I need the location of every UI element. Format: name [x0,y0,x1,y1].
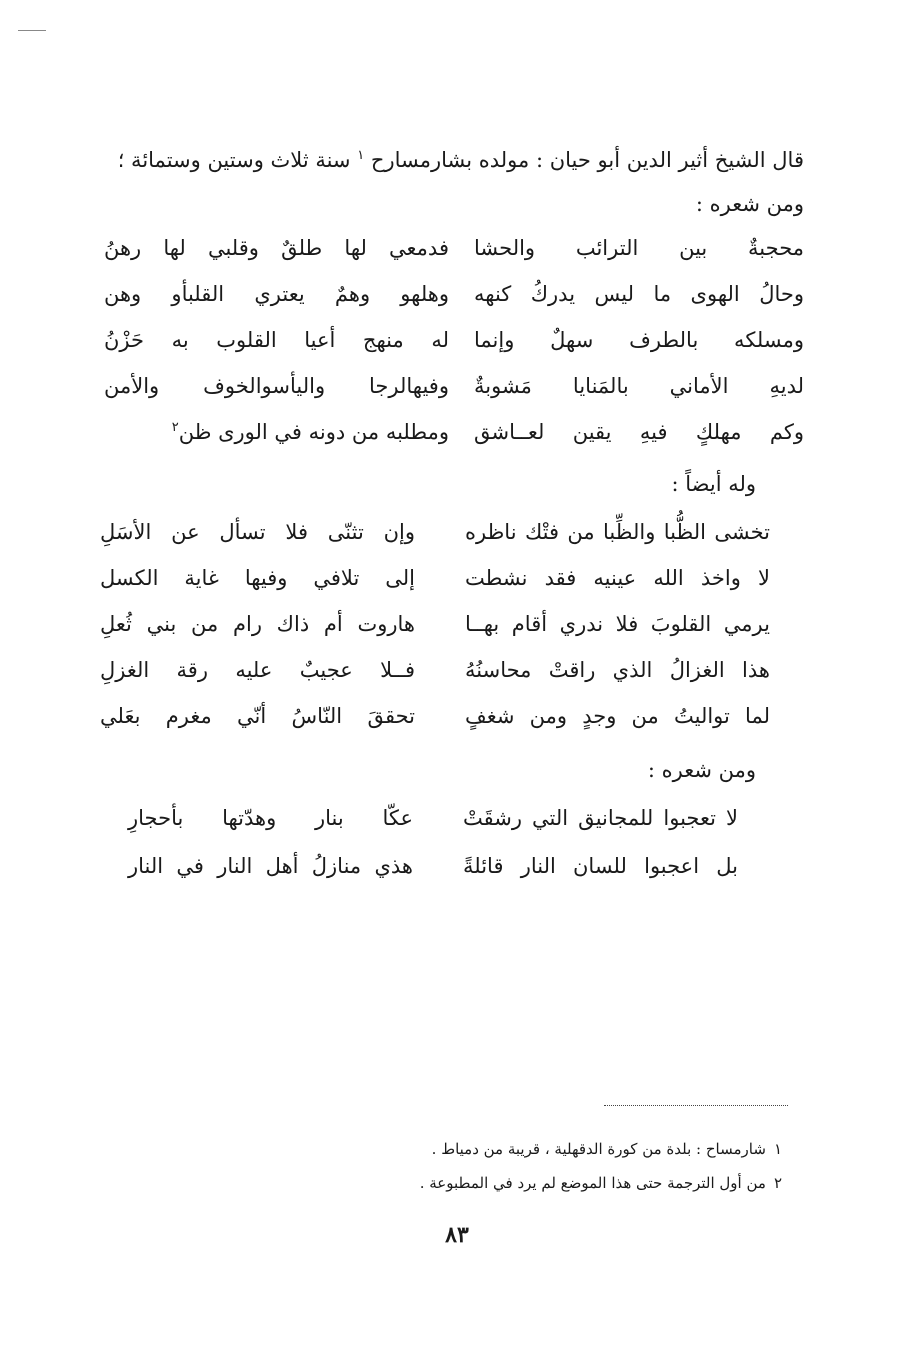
poem-1-verse [104,236,804,282]
poem-1-verse-3-second-hemistich: له منهج أعيا القلوب به حَزْنُ [104,328,449,352]
poem-1-verse-3-first-hemistich: ومسلكه بالطرف سهلٌ وإنما [474,328,804,352]
poem-3-verse-2-first-hemistich: بل اعجبوا للسان النار قائلةً [463,854,738,878]
poem-2-verse-3-second-hemistich: هاروت أم ذاك رام من بني ثُعلِ [100,612,415,636]
footnotes [182,1132,782,1200]
intro-text-a: قال الشيخ أثير الدين أبو حيان : مولده بشارمسارح [370,148,804,172]
poem-2-verse-3-first-hemistich: يرمي القلوبَ فلا ندري أقام بهــا [465,612,770,636]
poem-2-verse-4-first-hemistich: هذا الغزالُ الذي راقتْ محاسنُهُ [465,658,770,682]
poem-1-verse-5-second-hemistich [104,420,449,444]
poem-1-verse-1-first-hemistich: محجبةٌ بين الترائب والحشا [474,236,804,260]
poem-3-verse-1-second-hemistich: عكّا بنار وهدّتها بأحجارِ [128,806,413,830]
poem-2-verse-4-second-hemistich: فــلا عجيبٌ عليه رقة الغزلِ [100,658,415,682]
poem-1-verse [104,282,804,328]
scan-corner-mark [18,30,46,31]
poem-3-verse [128,854,738,902]
poem-2-verse [100,520,770,566]
section-heading-3: ومن شعره : [647,758,756,782]
intro-line-1 [104,138,804,182]
poem-3 [128,806,738,902]
poem-2 [100,520,770,750]
poem-1-verse-2-first-hemistich: وحالُ الهوى ما ليس يدركُ كنهه [474,282,804,306]
footnote-2-number: ٢ [773,1174,782,1192]
poem-1-verse [104,374,804,420]
poem-1-verse-5-second-text: ومطلبه من دونه في الورى ظن [178,420,449,444]
poem-1 [104,236,804,466]
footnote-2 [182,1166,782,1200]
poem-2-verse-1-first-hemistich: تخشى الظُّبا والظِّبا من فتْك ناظره [465,520,770,544]
intro-text-b: سنة ثلاث وستين وستمائة ؛ [117,148,351,172]
poem-3-verse [128,806,738,854]
poem-2-verse-5-first-hemistich: لما تواليتُ من وجدٍ ومن شغفٍ [465,704,770,728]
poem-1-verse-4-first-hemistich: لديهِ الأماني بالمَنايا مَشوبةٌ [474,374,804,398]
poem-2-verse-2-second-hemistich: إلى تلافي وفيها غاية الكسل [100,566,415,590]
poem-2-verse [100,566,770,612]
poem-1-verse-1-second-hemistich: فدمعي لها طلقٌ وقلبي لها رهنُ [104,236,449,260]
poem-1-verse-2-second-hemistich: وهلهو وهمٌ يعتري القلبأو وهن [104,282,449,306]
footnote-mark-1: ١ [357,148,365,163]
poem-2-verse [100,658,770,704]
poem-3-verse-1-first-hemistich: لا تعجبوا للمجانيق التي رشقَتْ [463,806,738,830]
poem-1-verse-4-second-hemistich: وفيهالرجا واليأسوالخوف والأمن [104,374,449,398]
poem-2-verse-5-second-hemistich: تحققَ النّاسُ أنّي مغرم بعَلي [100,704,415,728]
footnote-separator [604,1105,788,1106]
intro-line-2: ومن شعره : [695,192,804,216]
intro-paragraph [104,138,804,226]
footnote-mark-2: ٢ [171,420,179,435]
footnote-1-number: ١ [773,1140,782,1158]
poem-2-verse [100,704,770,750]
poem-2-verse-2-first-hemistich: لا واخذ الله عينيه فقد نشطت [465,566,770,590]
footnote-1 [182,1132,782,1166]
poem-1-verse [104,420,804,466]
poem-2-verse [100,612,770,658]
footnote-2-text: من أول الترجمة حتى هذا الموضع لم يرد في المطبوعة . [419,1174,766,1192]
poem-2-verse-1-second-hemistich: وإن تثنّى فلا تسأل عن الأسَلِ [100,520,415,544]
page-number: ٨٣ [445,1222,469,1248]
section-heading-2: وله أيضاً : [671,472,756,496]
poem-1-verse [104,328,804,374]
footnote-1-text: شارمساح : بلدة من كورة الدقهلية ، قريبة من دمياط . [431,1140,766,1158]
poem-3-verse-2-second-hemistich: هذي منازلُ أهل النار في النار [128,854,413,878]
poem-1-verse-5-first-hemistich: وكم مهلكٍ فيهِ يقين لعــاشق [474,420,804,444]
